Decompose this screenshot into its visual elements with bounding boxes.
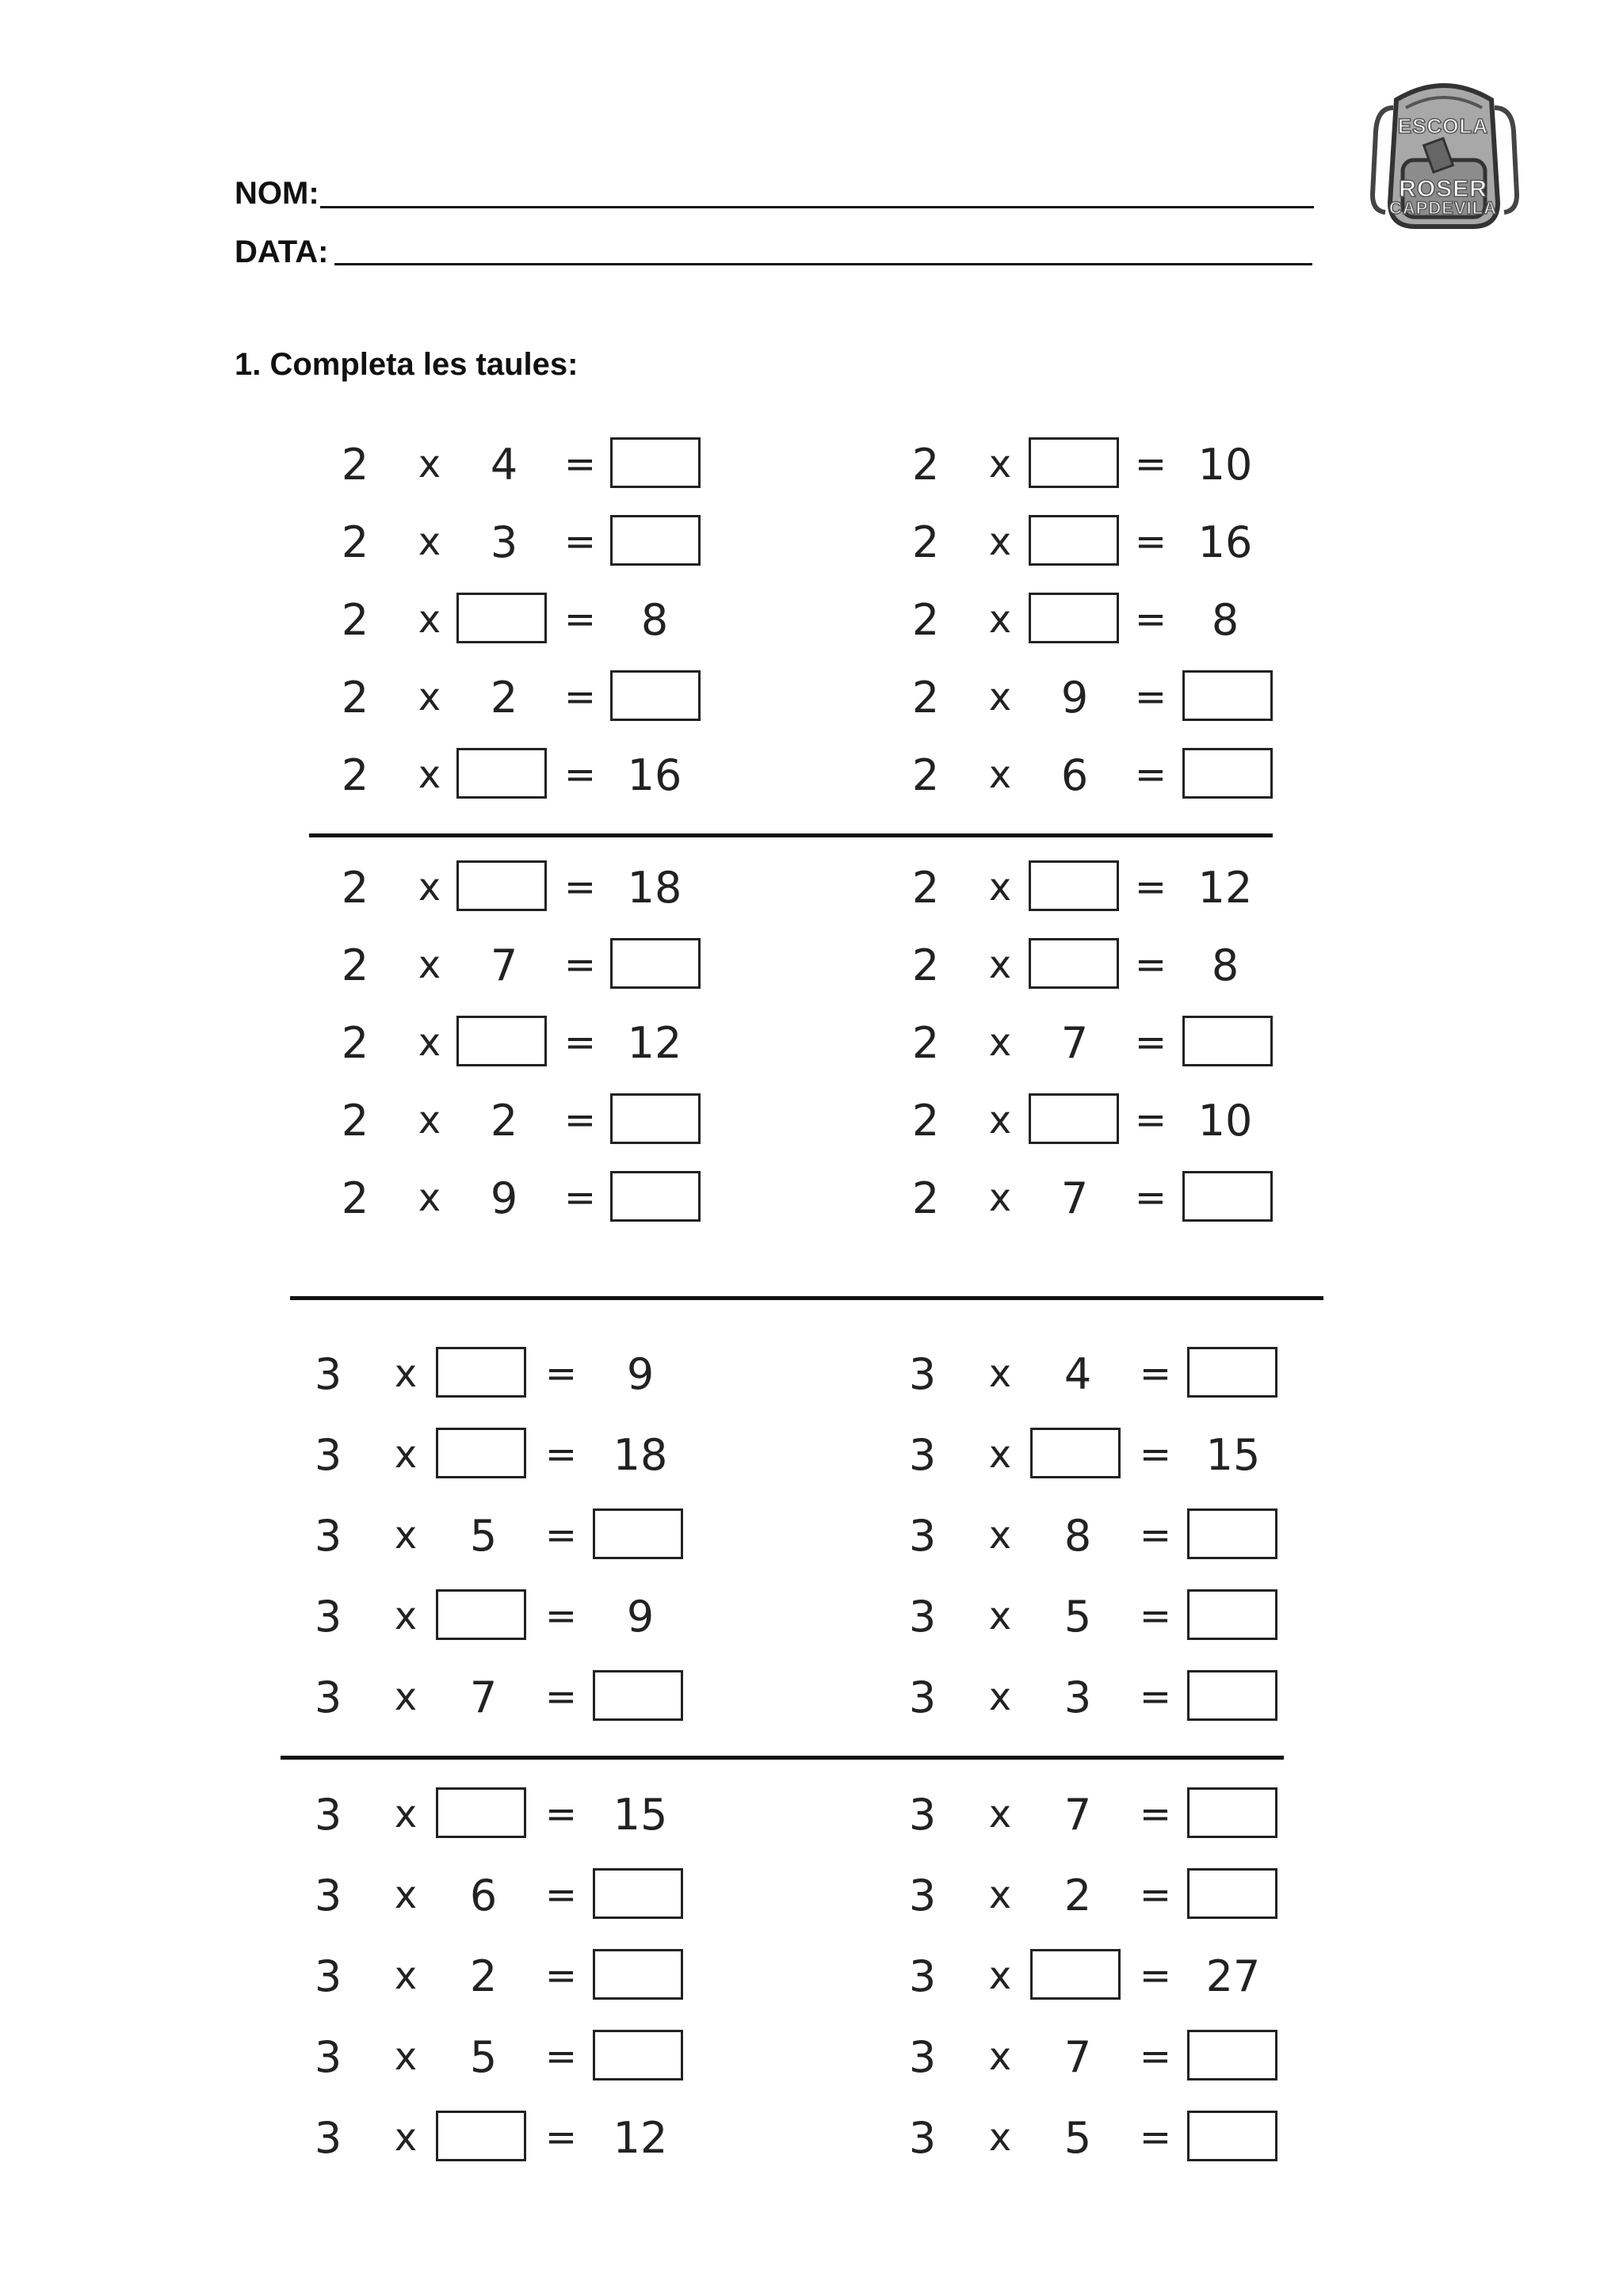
factor-a: 2 (341, 1173, 369, 1223)
equals-sign: = (1134, 520, 1167, 564)
factor-b: 3 (490, 517, 518, 567)
answer-box-product[interactable] (1187, 1670, 1277, 1721)
factor-b: 2 (490, 1095, 518, 1146)
factor-b: 7 (490, 940, 518, 990)
product-value: 16 (627, 749, 682, 800)
product-value: 12 (613, 2112, 668, 2163)
times-sign: x (988, 1675, 1012, 1719)
equals-sign: = (563, 520, 597, 564)
times-sign: x (418, 675, 441, 719)
times-sign: x (988, 753, 1012, 797)
times-sign: x (988, 1954, 1012, 1998)
equals-sign: = (563, 1176, 597, 1220)
times-sign: x (418, 442, 441, 486)
factor-b: 4 (1064, 1348, 1092, 1399)
equals-sign: = (544, 1432, 578, 1477)
factor-a: 2 (911, 862, 940, 913)
factor-b: 7 (1064, 2031, 1092, 2082)
times-sign: x (394, 1432, 418, 1477)
factor-b: 4 (490, 439, 518, 490)
factor-a: 2 (341, 517, 369, 567)
factor-a: 3 (908, 1591, 937, 1642)
equation-row (0, 669, 1623, 726)
factor-b: 8 (1064, 1510, 1092, 1561)
product-value: 10 (1197, 439, 1253, 490)
factor-b: 9 (490, 1173, 518, 1223)
product-value: 18 (627, 862, 682, 913)
product-value: 8 (1211, 940, 1239, 990)
times-sign: x (394, 1594, 418, 1638)
factor-a: 3 (314, 2112, 342, 2163)
times-sign: x (988, 520, 1012, 564)
factor-b: 5 (1064, 1591, 1092, 1642)
answer-box-factor[interactable] (1029, 515, 1119, 566)
answer-box-product[interactable] (1187, 1868, 1277, 1919)
product-value: 8 (1211, 594, 1239, 645)
equals-sign: = (1139, 1792, 1172, 1836)
equals-sign: = (1139, 1513, 1172, 1558)
product-value: 8 (640, 594, 669, 645)
times-sign: x (394, 1792, 418, 1836)
times-sign: x (418, 597, 441, 642)
answer-box-product[interactable] (1182, 1171, 1273, 1222)
product-value: 9 (626, 1591, 655, 1642)
factor-a: 2 (341, 862, 369, 913)
answer-box-product[interactable] (1182, 1016, 1273, 1066)
answer-box-factor[interactable] (1029, 1093, 1119, 1144)
factor-a: 3 (314, 1870, 342, 1920)
factor-a: 3 (908, 2031, 937, 2082)
factor-a: 3 (908, 1510, 937, 1561)
times-sign: x (988, 1594, 1012, 1638)
equals-sign: = (1139, 1352, 1172, 1396)
equals-sign: = (1139, 1873, 1172, 1917)
equals-sign: = (1134, 865, 1167, 910)
factor-b: 7 (1060, 1173, 1089, 1223)
factor-b: 7 (1064, 1789, 1092, 1840)
times-sign: x (394, 1513, 418, 1558)
equals-sign: = (544, 2115, 578, 2160)
name-label: NOM: (235, 176, 319, 211)
equation-row (0, 2109, 1623, 2166)
equals-sign: = (563, 442, 597, 486)
times-sign: x (988, 597, 1012, 642)
equals-sign: = (563, 1020, 597, 1065)
factor-b: 2 (469, 1951, 498, 2001)
factor-a: 3 (314, 1951, 342, 2001)
answer-box-product[interactable] (1187, 1347, 1277, 1398)
equation-row (0, 1345, 1623, 1402)
equals-sign: = (563, 943, 597, 987)
times-sign: x (394, 1675, 418, 1719)
equation-row (0, 859, 1623, 916)
times-sign: x (418, 943, 441, 987)
equals-sign: = (544, 1954, 578, 1998)
product-value: 10 (1197, 1095, 1253, 1146)
times-sign: x (394, 2115, 418, 2160)
factor-a: 3 (908, 1672, 937, 1722)
answer-box-product[interactable] (1187, 1508, 1277, 1559)
times-sign: x (418, 1020, 441, 1065)
factor-a: 3 (908, 1951, 937, 2001)
equals-sign: = (563, 675, 597, 719)
date-label: DATA: (235, 235, 329, 269)
equals-sign: = (563, 597, 597, 642)
factor-b: 6 (1060, 749, 1089, 800)
product-value: 12 (627, 1017, 682, 1068)
factor-b: 5 (1064, 2112, 1092, 2163)
equals-sign: = (563, 753, 597, 797)
equals-sign: = (1134, 1020, 1167, 1065)
factor-a: 3 (908, 1348, 937, 1399)
equation-row (0, 1947, 1623, 2004)
times-sign: x (418, 520, 441, 564)
factor-b: 5 (469, 2031, 498, 2082)
answer-box-product[interactable] (1187, 2030, 1277, 2081)
times-sign: x (988, 2035, 1012, 2079)
product-value: 9 (626, 1348, 655, 1399)
times-sign: x (394, 1873, 418, 1917)
exercise-title: 1. Completa les taules: (235, 347, 579, 382)
equals-sign: = (1139, 1675, 1172, 1719)
answer-box-factor[interactable] (1029, 437, 1119, 488)
factor-b: 3 (1064, 1672, 1092, 1722)
factor-a: 3 (314, 1429, 342, 1480)
equation-row (0, 1507, 1623, 1564)
times-sign: x (988, 675, 1012, 719)
equation-row (0, 746, 1623, 803)
equation-row (0, 1786, 1623, 1843)
answer-box-product[interactable] (1187, 1787, 1277, 1838)
answer-box-factor[interactable] (1029, 593, 1119, 643)
factor-b: 5 (469, 1510, 498, 1561)
factor-a: 2 (911, 517, 940, 567)
factor-a: 2 (911, 594, 940, 645)
factor-a: 3 (908, 1789, 937, 1840)
equation-row (0, 1867, 1623, 1924)
times-sign: x (988, 442, 1012, 486)
times-sign: x (988, 1020, 1012, 1065)
times-sign: x (988, 1176, 1012, 1220)
times-sign: x (988, 1098, 1012, 1142)
factor-a: 3 (314, 1789, 342, 1840)
factor-b: 7 (1060, 1017, 1089, 1068)
times-sign: x (988, 1873, 1012, 1917)
equals-sign: = (544, 1873, 578, 1917)
factor-a: 3 (314, 1510, 342, 1561)
equals-sign: = (1139, 2115, 1172, 2160)
answer-box-product[interactable] (1187, 1589, 1277, 1640)
factor-b: 9 (1060, 672, 1089, 723)
times-sign: x (418, 1098, 441, 1142)
logo-text-escola: ESCOLA (1397, 114, 1489, 138)
equals-sign: = (1139, 1432, 1172, 1477)
equals-sign: = (1134, 442, 1167, 486)
equals-sign: = (563, 865, 597, 910)
equation-row (0, 1669, 1623, 1726)
factor-a: 2 (341, 749, 369, 800)
factor-a: 3 (908, 1870, 937, 1920)
times-sign: x (988, 1352, 1012, 1396)
times-sign: x (988, 943, 1012, 987)
factor-a: 2 (911, 749, 940, 800)
equation-row (0, 1169, 1623, 1226)
equals-sign: = (1134, 1098, 1167, 1142)
product-value: 16 (1197, 517, 1253, 567)
equals-sign: = (544, 1675, 578, 1719)
factor-a: 2 (341, 940, 369, 990)
equals-sign: = (1139, 1954, 1172, 1998)
times-sign: x (394, 1352, 418, 1396)
times-sign: x (418, 753, 441, 797)
equation-row (0, 1588, 1623, 1645)
factor-a: 2 (911, 1017, 940, 1068)
equation-row (0, 936, 1623, 994)
equals-sign: = (544, 1513, 578, 1558)
factor-b: 2 (1064, 1870, 1092, 1920)
product-value: 15 (1205, 1429, 1261, 1480)
factor-a: 2 (911, 439, 940, 490)
equation-row (0, 436, 1623, 493)
times-sign: x (418, 865, 441, 910)
factor-a: 2 (911, 940, 940, 990)
factor-b: 6 (469, 1870, 498, 1920)
factor-a: 2 (341, 672, 369, 723)
answer-box-product[interactable] (1187, 2111, 1277, 2161)
factor-a: 3 (908, 2112, 937, 2163)
equals-sign: = (1139, 1594, 1172, 1638)
equation-row (0, 1014, 1623, 1071)
factor-a: 2 (911, 1173, 940, 1223)
factor-a: 3 (314, 2031, 342, 2082)
factor-a: 2 (341, 1017, 369, 1068)
equals-sign: = (544, 1792, 578, 1836)
times-sign: x (988, 2115, 1012, 2160)
equals-sign: = (1139, 2035, 1172, 2079)
equation-row (0, 2028, 1623, 2085)
equation-row (0, 1092, 1623, 1149)
product-value: 12 (1197, 862, 1253, 913)
times-sign: x (394, 2035, 418, 2079)
equation-row (0, 513, 1623, 570)
answer-box-factor[interactable] (1030, 1428, 1121, 1478)
factor-a: 3 (314, 1348, 342, 1399)
equation-row (0, 591, 1623, 648)
times-sign: x (988, 865, 1012, 910)
answer-box-factor[interactable] (1029, 860, 1119, 911)
equals-sign: = (1134, 1176, 1167, 1220)
logo-text-capdevila: CAPDEVILA (1388, 198, 1498, 218)
equals-sign: = (544, 2035, 578, 2079)
equation-row (0, 1426, 1623, 1483)
factor-a: 2 (341, 1095, 369, 1146)
times-sign: x (418, 1176, 441, 1220)
factor-a: 2 (911, 1095, 940, 1146)
times-sign: x (988, 1792, 1012, 1836)
factor-b: 2 (490, 672, 518, 723)
equals-sign: = (563, 1098, 597, 1142)
factor-a: 3 (314, 1672, 342, 1722)
times-sign: x (988, 1513, 1012, 1558)
factor-a: 2 (341, 594, 369, 645)
logo-text-roser: ROSER (1399, 176, 1487, 202)
equals-sign: = (544, 1594, 578, 1638)
times-sign: x (988, 1432, 1012, 1477)
times-sign: x (394, 1954, 418, 1998)
answer-box-factor[interactable] (1029, 938, 1119, 989)
factor-a: 3 (314, 1591, 342, 1642)
factor-a: 3 (908, 1429, 937, 1480)
equals-sign: = (1134, 675, 1167, 719)
answer-box-product[interactable] (1182, 748, 1273, 799)
factor-a: 2 (911, 672, 940, 723)
factor-b: 7 (469, 1672, 498, 1722)
product-value: 27 (1205, 1951, 1261, 2001)
equals-sign: = (544, 1352, 578, 1396)
answer-box-factor[interactable] (1030, 1949, 1121, 2000)
equals-sign: = (1134, 597, 1167, 642)
factor-a: 2 (341, 439, 369, 490)
product-value: 18 (613, 1429, 668, 1480)
equals-sign: = (1134, 943, 1167, 987)
equals-sign: = (1134, 753, 1167, 797)
answer-box-product[interactable] (1182, 670, 1273, 721)
product-value: 15 (613, 1789, 668, 1840)
